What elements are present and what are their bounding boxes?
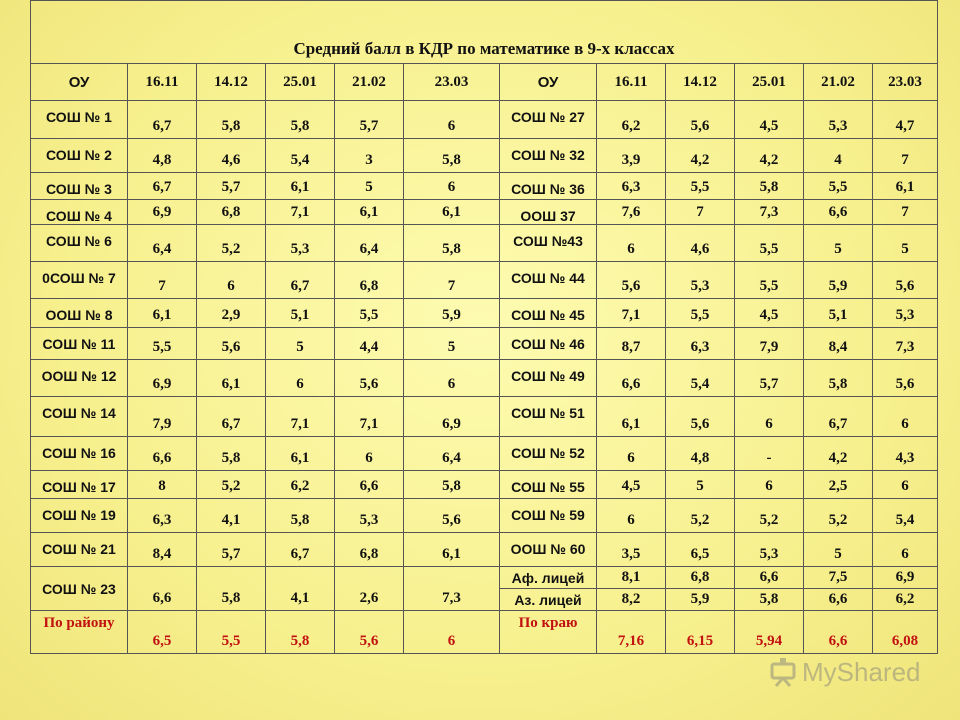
score-cell: 5 [873, 225, 938, 262]
school-name: СОШ № 14 [31, 397, 128, 437]
header-school: ОУ [31, 64, 128, 101]
region-total-value: 6,6 [804, 611, 873, 654]
score-cell: 4,2 [735, 139, 804, 173]
table-row [31, 299, 938, 328]
school-name: Аф. лицей [500, 567, 597, 589]
school-name: СОШ № 11 [31, 328, 128, 360]
score-cell: 7,1 [266, 397, 335, 437]
score-cell: 5,6 [873, 262, 938, 299]
region-total-value: 7,16 [597, 611, 666, 654]
score-cell: 8,2 [597, 589, 666, 611]
score-cell: 8 [128, 471, 197, 499]
score-cell: 4,7 [873, 101, 938, 139]
score-cell: 4,4 [335, 328, 404, 360]
score-cell: 5,8 [404, 139, 500, 173]
score-cell: 5,5 [735, 262, 804, 299]
score-cell: 5,8 [266, 101, 335, 139]
score-cell: 6,4 [335, 225, 404, 262]
score-cell: 6,3 [666, 328, 735, 360]
score-cell: 6,9 [128, 360, 197, 397]
table-row [31, 173, 938, 200]
school-name: СОШ № 36 [500, 173, 597, 200]
score-cell: 7,1 [597, 299, 666, 328]
score-cell: 5,9 [404, 299, 500, 328]
school-name: СОШ №43 [500, 225, 597, 262]
header-date: 23.03 [873, 64, 938, 101]
score-cell: 4,5 [735, 101, 804, 139]
score-cell: 6,9 [873, 567, 938, 589]
school-name: СОШ № 6 [31, 225, 128, 262]
table-row [31, 328, 938, 360]
header-date: 21.02 [335, 64, 404, 101]
score-cell: 5,3 [735, 533, 804, 567]
score-cell: 5,6 [666, 101, 735, 139]
score-cell: 5,8 [197, 437, 266, 471]
score-cell: 5,8 [735, 173, 804, 200]
score-cell: 5,3 [335, 499, 404, 533]
brand-name: MyShared [802, 656, 921, 687]
score-cell: 5,2 [197, 471, 266, 499]
school-name: СОШ № 2 [31, 139, 128, 173]
score-cell: 5,9 [804, 262, 873, 299]
score-cell: 5,2 [804, 499, 873, 533]
score-cell: 6,8 [335, 262, 404, 299]
score-cell: 4,8 [128, 139, 197, 173]
score-cell: 4,5 [597, 471, 666, 499]
score-cell: 5,8 [266, 499, 335, 533]
score-cell: 5,2 [197, 225, 266, 262]
score-cell: 5,5 [666, 299, 735, 328]
score-cell: 6,1 [197, 360, 266, 397]
table-row [31, 262, 938, 299]
score-cell: 6,1 [404, 533, 500, 567]
region-total-value: 6,15 [666, 611, 735, 654]
score-cell: 7 [666, 200, 735, 225]
score-cell: 6,7 [266, 262, 335, 299]
score-cell: 6,3 [128, 499, 197, 533]
table-row [31, 437, 938, 471]
score-cell: 5,8 [735, 589, 804, 611]
score-cell: 6,4 [128, 225, 197, 262]
school-name: СОШ № 45 [500, 299, 597, 328]
header-date: 16.11 [128, 64, 197, 101]
score-cell: 6,7 [197, 397, 266, 437]
school-name: СОШ № 19 [31, 499, 128, 533]
score-cell: 6,2 [873, 589, 938, 611]
school-name: СОШ № 59 [500, 499, 597, 533]
school-name: ООШ 37 [500, 200, 597, 225]
watermark-logo [768, 656, 921, 688]
score-cell: 5,7 [335, 101, 404, 139]
score-cell: 6,4 [404, 437, 500, 471]
score-cell: 5,7 [197, 173, 266, 200]
score-cell: 6,9 [128, 200, 197, 225]
score-cell: 5,3 [666, 262, 735, 299]
score-cell: 6 [266, 360, 335, 397]
score-cell: 7,1 [266, 200, 335, 225]
score-cell: 7,3 [873, 328, 938, 360]
score-cell: 4,2 [804, 437, 873, 471]
score-cell: 6 [873, 533, 938, 567]
score-cell: 6 [404, 173, 500, 200]
score-cell: 7,3 [404, 567, 500, 611]
score-cell: 5,8 [197, 101, 266, 139]
score-cell: 6 [735, 397, 804, 437]
score-cell: 4,8 [666, 437, 735, 471]
score-cell: 5,7 [735, 360, 804, 397]
district-total-value: 6,5 [128, 611, 197, 654]
school-name: СОШ № 52 [500, 437, 597, 471]
score-cell: 5,6 [873, 360, 938, 397]
score-cell: 5,5 [128, 328, 197, 360]
school-name: ООШ № 8 [31, 299, 128, 328]
school-name: СОШ № 32 [500, 139, 597, 173]
score-cell: 6 [404, 360, 500, 397]
score-cell: 7,9 [735, 328, 804, 360]
district-total-value: 5,8 [266, 611, 335, 654]
results-sheet [30, 0, 937, 654]
score-cell: 6,6 [804, 200, 873, 225]
score-cell: 7,6 [597, 200, 666, 225]
score-cell: 5,1 [266, 299, 335, 328]
district-total-value: 6 [404, 611, 500, 654]
score-cell: 5 [804, 225, 873, 262]
district-total-value: 5,6 [335, 611, 404, 654]
score-cell: 5,6 [666, 397, 735, 437]
score-cell: 5,1 [804, 299, 873, 328]
score-cell: 4,6 [666, 225, 735, 262]
score-cell: 5,9 [666, 589, 735, 611]
header-school: ОУ [500, 64, 597, 101]
score-cell: 5,5 [735, 225, 804, 262]
score-cell: 7,3 [735, 200, 804, 225]
score-cell: 6,1 [873, 173, 938, 200]
score-cell: 5 [666, 471, 735, 499]
score-cell: 5,4 [666, 360, 735, 397]
score-cell: 5,5 [804, 173, 873, 200]
score-cell: 2,9 [197, 299, 266, 328]
score-cell: 6,6 [128, 567, 197, 611]
table-title: Средний балл в КДР по математике в 9-х классах [31, 1, 938, 64]
score-cell: 2,6 [335, 567, 404, 611]
score-cell: 5,6 [197, 328, 266, 360]
score-cell: 5,3 [266, 225, 335, 262]
table-row [31, 200, 938, 225]
score-cell: - [735, 437, 804, 471]
score-cell: 6,2 [266, 471, 335, 499]
score-cell: 5,2 [735, 499, 804, 533]
score-cell: 6,1 [404, 200, 500, 225]
score-cell: 7 [873, 200, 938, 225]
score-cell: 5,5 [666, 173, 735, 200]
score-cell: 6,7 [128, 173, 197, 200]
school-name: СОШ № 3 [31, 173, 128, 200]
school-name: СОШ № 23 [31, 567, 128, 611]
score-cell: 7,5 [804, 567, 873, 589]
table-row [31, 499, 938, 533]
score-cell: 5,6 [404, 499, 500, 533]
table-row [31, 567, 938, 589]
score-cell: 4,3 [873, 437, 938, 471]
table-row [31, 139, 938, 173]
score-cell: 5,4 [266, 139, 335, 173]
score-cell: 6,6 [804, 589, 873, 611]
school-name: СОШ № 44 [500, 262, 597, 299]
score-cell: 6 [597, 499, 666, 533]
score-cell: 5,8 [404, 471, 500, 499]
score-cell: 7 [873, 139, 938, 173]
score-cell: 8,4 [128, 533, 197, 567]
score-cell: 5,6 [335, 360, 404, 397]
score-cell: 4,2 [666, 139, 735, 173]
score-cell: 5,3 [804, 101, 873, 139]
presentation-icon [768, 656, 798, 688]
score-cell: 6,8 [197, 200, 266, 225]
score-cell: 5,5 [335, 299, 404, 328]
score-cell: 5 [335, 173, 404, 200]
score-cell: 5,3 [873, 299, 938, 328]
score-cell: 6,1 [128, 299, 197, 328]
score-cell: 6 [735, 471, 804, 499]
school-name: СОШ № 27 [500, 101, 597, 139]
score-cell: 5,4 [873, 499, 938, 533]
school-name: СОШ № 49 [500, 360, 597, 397]
school-name: 0СОШ № 7 [31, 262, 128, 299]
school-name: СОШ № 1 [31, 101, 128, 139]
score-cell: 8,4 [804, 328, 873, 360]
score-cell: 4,5 [735, 299, 804, 328]
score-cell: 6,9 [404, 397, 500, 437]
table-row [31, 101, 938, 139]
score-cell: 5,7 [197, 533, 266, 567]
header-row [31, 64, 938, 101]
score-cell: 5 [404, 328, 500, 360]
school-name: ООШ № 12 [31, 360, 128, 397]
district-total-value: 5,5 [197, 611, 266, 654]
score-cell: 5,8 [804, 360, 873, 397]
school-name: СОШ № 4 [31, 200, 128, 225]
score-cell: 7,1 [335, 397, 404, 437]
score-cell: 5,6 [597, 262, 666, 299]
score-cell: 6,3 [597, 173, 666, 200]
score-cell: 6 [873, 471, 938, 499]
score-cell: 6,1 [266, 173, 335, 200]
totals-row [31, 611, 938, 654]
school-name: ООШ № 60 [500, 533, 597, 567]
header-date: 25.01 [266, 64, 335, 101]
score-cell: 6,2 [597, 101, 666, 139]
table-row [31, 360, 938, 397]
score-cell: 6,7 [804, 397, 873, 437]
score-cell: 6,1 [597, 397, 666, 437]
header-date: 21.02 [804, 64, 873, 101]
school-name: Аз. лицей [500, 589, 597, 611]
header-date: 23.03 [404, 64, 500, 101]
score-cell: 4,1 [266, 567, 335, 611]
table-row [31, 471, 938, 499]
school-name: СОШ № 17 [31, 471, 128, 499]
score-cell: 6 [597, 437, 666, 471]
score-cell: 6,1 [266, 437, 335, 471]
score-cell: 6 [873, 397, 938, 437]
region-total-label: По краю [500, 611, 597, 654]
score-cell: 8,7 [597, 328, 666, 360]
score-cell: 5,8 [197, 567, 266, 611]
score-cell: 6 [597, 225, 666, 262]
score-cell: 2,5 [804, 471, 873, 499]
score-cell: 6,6 [128, 437, 197, 471]
district-total-label: По району [31, 611, 128, 654]
score-cell: 6,6 [735, 567, 804, 589]
header-date: 25.01 [735, 64, 804, 101]
table-row [31, 225, 938, 262]
table-row [31, 533, 938, 567]
table-row [31, 397, 938, 437]
score-cell: 7 [128, 262, 197, 299]
score-cell: 5,2 [666, 499, 735, 533]
score-cell: 6,6 [597, 360, 666, 397]
score-cell: 6,6 [335, 471, 404, 499]
score-cell: 4,1 [197, 499, 266, 533]
school-name: СОШ № 21 [31, 533, 128, 567]
score-cell: 6,5 [666, 533, 735, 567]
score-cell: 3 [335, 139, 404, 173]
score-cell: 6 [404, 101, 500, 139]
score-cell: 5,8 [404, 225, 500, 262]
score-cell: 7 [404, 262, 500, 299]
school-name: СОШ № 51 [500, 397, 597, 437]
score-cell: 4 [804, 139, 873, 173]
region-total-value: 6,08 [873, 611, 938, 654]
score-cell: 6,7 [266, 533, 335, 567]
score-cell: 6 [197, 262, 266, 299]
score-cell: 5 [266, 328, 335, 360]
score-cell: 7,9 [128, 397, 197, 437]
school-name: СОШ № 55 [500, 471, 597, 499]
region-total-value: 5,94 [735, 611, 804, 654]
score-cell: 6,8 [666, 567, 735, 589]
score-cell: 4,6 [197, 139, 266, 173]
score-cell: 3,9 [597, 139, 666, 173]
header-date: 14.12 [197, 64, 266, 101]
header-date: 16.11 [597, 64, 666, 101]
score-cell: 6 [335, 437, 404, 471]
school-name: СОШ № 46 [500, 328, 597, 360]
header-date: 14.12 [666, 64, 735, 101]
score-cell: 6,8 [335, 533, 404, 567]
score-cell: 8,1 [597, 567, 666, 589]
score-cell: 5 [804, 533, 873, 567]
score-cell: 3,5 [597, 533, 666, 567]
results-table [30, 0, 938, 654]
score-cell: 6,1 [335, 200, 404, 225]
score-cell: 6,7 [128, 101, 197, 139]
school-name: СОШ № 16 [31, 437, 128, 471]
